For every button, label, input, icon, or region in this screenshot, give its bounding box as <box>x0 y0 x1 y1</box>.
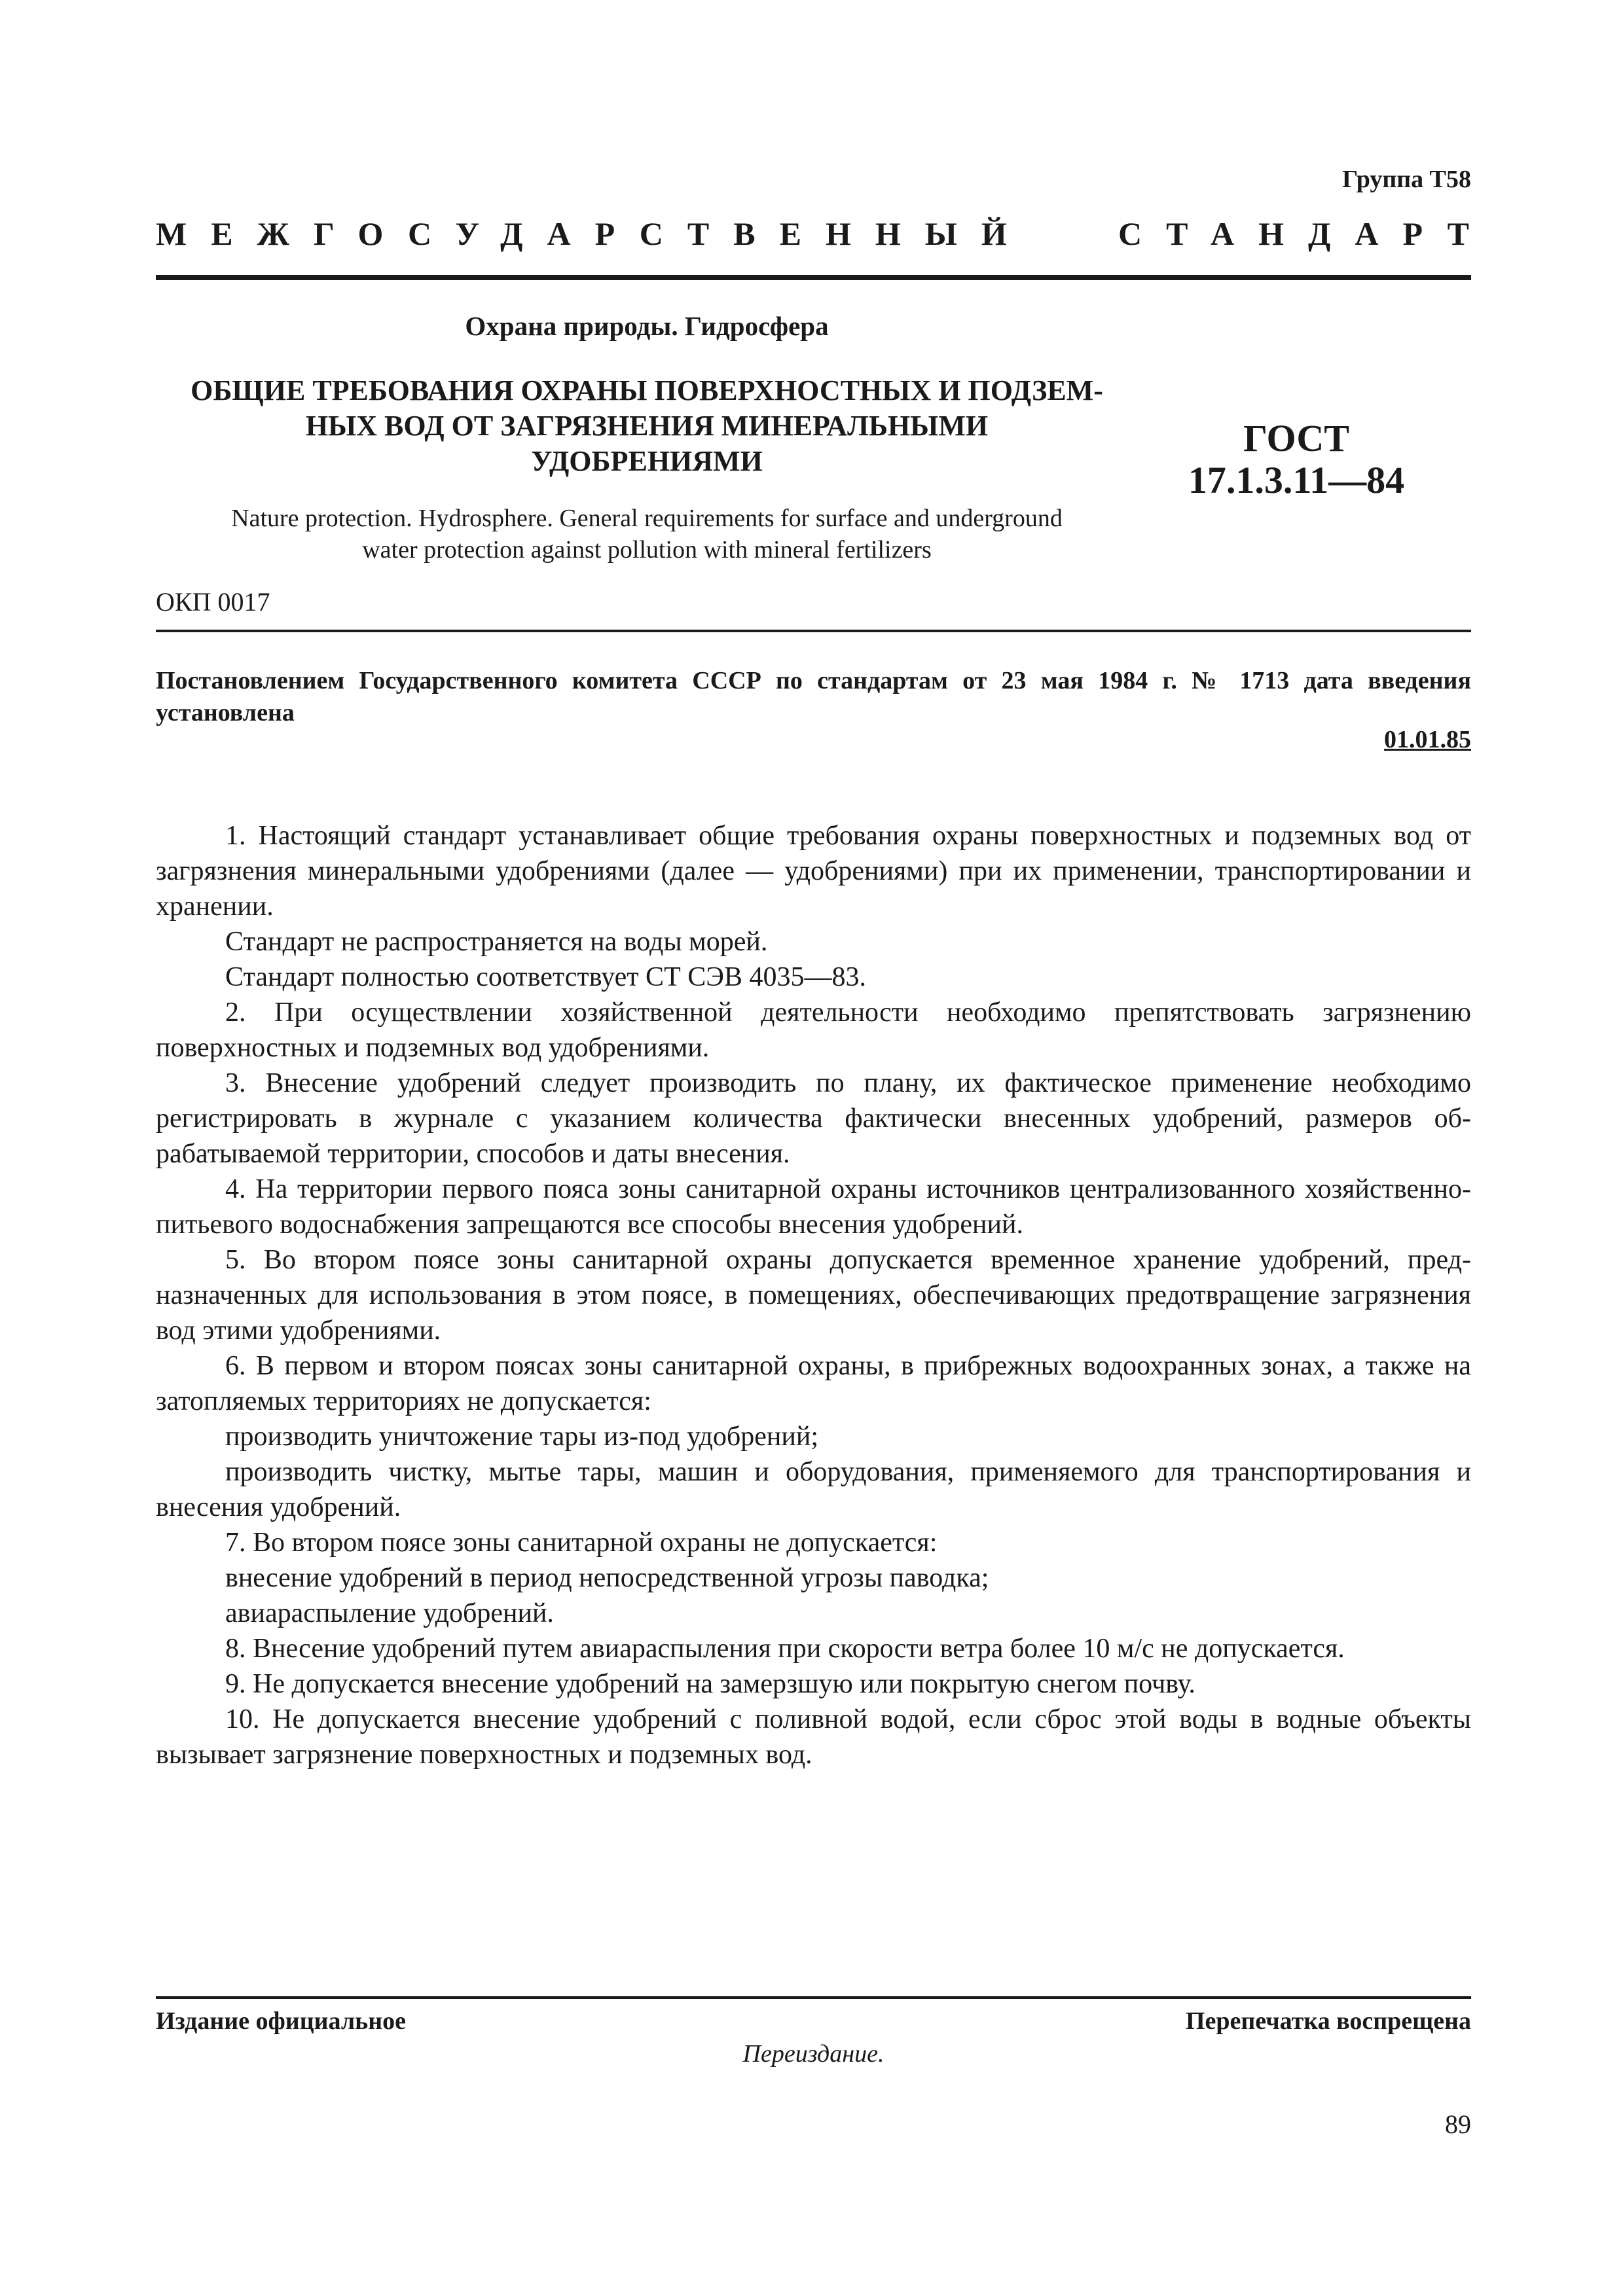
english-title-line: Nature protection. Hydrosphere. General requirements for surface and underground <box>231 505 1063 532</box>
paragraph: внесение удобрений в период непосредственной угрозы паводка; <box>225 1563 989 1593</box>
decree-text: Постановлением Государственного комитета СССР по стандартам от 23 мая 1984 г. № 1713 дата введения установлена <box>156 667 1471 726</box>
document-title <box>156 373 1138 479</box>
paragraph: 10. Не допускается внесение удобрений с поливной водой, если сброс этой воды в водные объекты вызывает загрязнение поверхностных и подземных вод. <box>156 1704 1471 1770</box>
document-title-line: НЫХ ВОД ОТ ЗАГРЯЗНЕНИЯ МИНЕРАЛЬНЫМИ <box>305 410 989 442</box>
official-edition-label: Издание официальное <box>156 2007 407 2035</box>
page-number: 89 <box>1445 2109 1471 2139</box>
standard-type-right: СТАНДАРТ <box>1118 215 1493 252</box>
document-title-line: УДОБРЕНИЯМИ <box>531 445 763 477</box>
paragraph: авиараспыление удобрений. <box>225 1598 554 1628</box>
gost-designation <box>1152 418 1440 501</box>
subtitle: Охрана природы. Гидросфера <box>465 311 829 341</box>
standard-type-left: МЕЖГОСУДАРСТВЕННЫЙ <box>156 215 1031 252</box>
footer-rule <box>156 1996 1471 1999</box>
english-title-line: water protection against pollution with mineral fertilizers <box>362 536 932 564</box>
document-body <box>156 818 1471 1772</box>
paragraph: 2. При осуществлении хозяйственной деятельности необходимо препятствовать загрязнению поверхностных и подземных вод удобрениями. <box>156 997 1471 1063</box>
paragraph: производить уничтожение тары из-под удобрений; <box>225 1422 819 1452</box>
paragraph: 1. Настоящий стандарт устанавливает общие требования охраны поверхностных и подземных вод от загрязнения минеральными удобрениями (далее — удобрениями) при их применении, транспортировании и хранении. <box>156 821 1471 922</box>
reprint-note: Переиздание. <box>742 2040 884 2068</box>
introduction-date: 01.01.85 <box>1384 726 1471 753</box>
header-rule <box>156 275 1471 280</box>
paragraph: 6. В первом и втором поясах зоны санитарной охраны, в прибрежных водоохранных зонах, а также на затопляемых территориях не допускается: <box>156 1351 1471 1416</box>
gost-label: ГОСТ <box>1243 417 1349 459</box>
english-title <box>156 503 1138 565</box>
paragraph: производить чистку, мытье тары, машин и оборудования, применяемого для транспортирования и внесения удобрений. <box>156 1457 1471 1522</box>
no-reprint-label: Перепечатка воспрещена <box>1185 2007 1471 2035</box>
paragraph: 7. Во втором поясе зоны санитарной охраны не допускается: <box>225 1528 938 1558</box>
paragraph: Стандарт полностью соответствует СТ СЭВ 4035—83. <box>225 962 866 992</box>
gost-number: 17.1.3.11—84 <box>1188 459 1405 501</box>
paragraph: 8. Внесение удобрений путем авиараспыления при скорости ветра более 10 м/с не допускается. <box>225 1634 1345 1664</box>
paragraph: 4. На территории первого пояса зоны санитарной охраны источников централизованного хозяйственно-питьевого водоснабжения запрещаются все способы внесения удобрений. <box>156 1174 1471 1240</box>
paragraph: 3. Внесение удобрений следует производить по плану, их фактическое применение необходимо регистрировать в журнале с указанием количества фактически внесенных удобрений, размеров обрабатываемой территории, способов и даты внесения. <box>156 1068 1471 1169</box>
title-rule <box>156 630 1471 632</box>
paragraph: Стандарт не распространяется на воды морей. <box>225 927 768 957</box>
group-label: Группа Т58 <box>1341 166 1471 193</box>
paragraph: 9. Не допускается внесение удобрений на замерзшую или покрытую снегом почву. <box>225 1669 1195 1699</box>
document-title-line: ОБЩИЕ ТРЕБОВАНИЯ ОХРАНЫ ПОВЕРХНОСТНЫХ И ПОДЗЕМ- <box>191 374 1103 406</box>
okp-code: ОКП 0017 <box>156 587 270 617</box>
paragraph: 5. Во втором поясе зоны санитарной охраны допускается временное хранение удобрений, предназначенных для использования в этом поясе, в помещениях, обеспечивающих предотвращение загрязнения вод этими удобрениями. <box>156 1245 1471 1346</box>
